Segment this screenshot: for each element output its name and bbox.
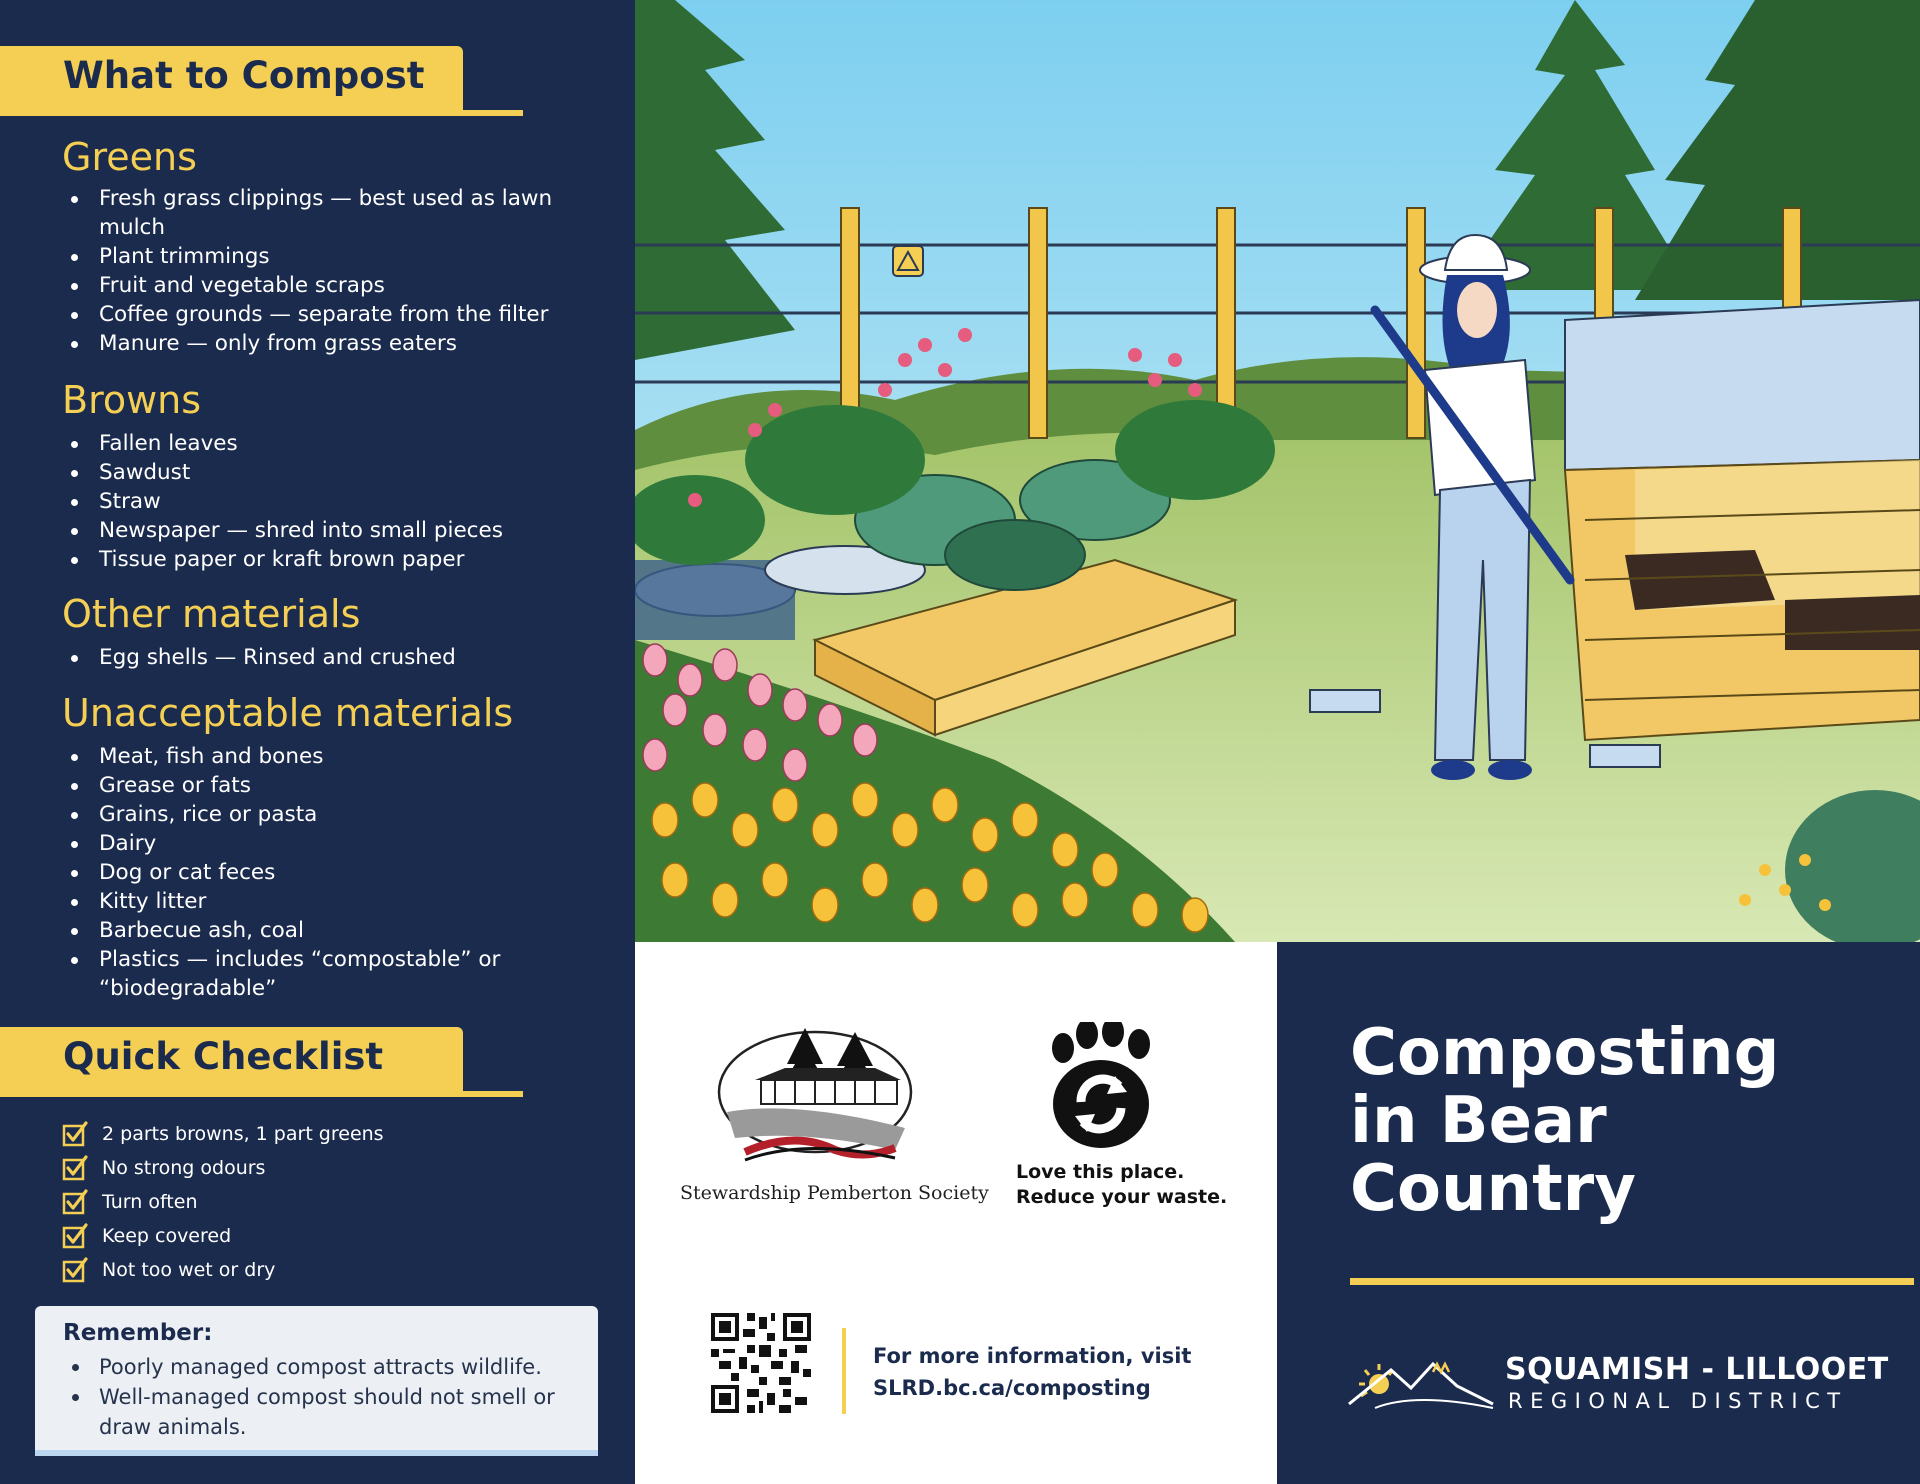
list-item: Manure — only from grass eaters: [62, 329, 582, 358]
list-item: Straw: [62, 487, 582, 516]
checklist-item: [62, 1117, 384, 1151]
list-item: Well-managed compost should not smell or draw animals.: [63, 1382, 583, 1442]
slogan-line2: Reduce your waste.: [1016, 1186, 1228, 1208]
more-info-link[interactable]: SLRD.bc.ca/composting: [873, 1376, 1151, 1400]
bear-paw-recycle-icon: [1043, 1022, 1161, 1152]
stewardship-caption: Stewardship Pemberton Society: [680, 1182, 989, 1204]
org-name: SQUAMISH - LILLOOET: [1505, 1352, 1889, 1387]
checklist-item: [62, 1151, 384, 1185]
title-rule: [1350, 1278, 1914, 1285]
remember-title: Remember:: [63, 1320, 213, 1346]
slrd-mountain-sun-logo: [1345, 1350, 1495, 1412]
list-item: Dog or cat feces: [62, 858, 582, 887]
unacceptable-materials-list: [62, 742, 582, 1003]
waste-slogan: [1016, 1160, 1227, 1210]
list-item: Fruit and vegetable scraps: [62, 271, 582, 300]
checklist-item: [62, 1253, 384, 1287]
qr-code[interactable]: [711, 1313, 811, 1413]
list-item: Grains, rice or pasta: [62, 800, 582, 829]
cover-title: [1350, 1016, 1910, 1226]
checkbox-checked-icon: [62, 1121, 88, 1147]
checklist-label: No strong odours: [102, 1157, 266, 1179]
greens-list: [62, 184, 582, 358]
cover-panel: [1277, 942, 1920, 1484]
banner-underline: [463, 110, 523, 116]
list-item: Kitty litter: [62, 887, 582, 916]
garden-compost-illustration: [635, 0, 1920, 942]
org-subtitle: REGIONAL DISTRICT: [1508, 1389, 1848, 1413]
quick-checklist-title: Quick Checklist: [63, 1035, 384, 1078]
list-item: Barbecue ash, coal: [62, 916, 582, 945]
cover-title-line1: Composting: [1350, 1016, 1780, 1090]
list-item: Tissue paper or kraft brown paper: [62, 545, 582, 574]
cover-title-line2: in Bear: [1350, 1084, 1607, 1158]
more-info-line1: For more information, visit: [873, 1344, 1192, 1368]
list-item: Dairy: [62, 829, 582, 858]
left-panel: [0, 0, 635, 1484]
slogan-line1: Love this place.: [1016, 1161, 1185, 1183]
remember-list: [63, 1352, 583, 1442]
what-to-compost-title: What to Compost: [63, 54, 425, 97]
list-item: Plastics — includes “compostable” or “biodegradable”: [62, 945, 582, 1003]
partners-panel: [635, 942, 1277, 1484]
checkbox-checked-icon: [62, 1189, 88, 1215]
what-to-compost-banner: [0, 46, 463, 116]
list-item: Egg shells — Rinsed and crushed: [62, 643, 582, 672]
list-item: Poorly managed compost attracts wildlife.: [63, 1352, 583, 1382]
checkbox-checked-icon: [62, 1223, 88, 1249]
checkbox-checked-icon: [62, 1257, 88, 1283]
list-item: Grease or fats: [62, 771, 582, 800]
checklist-label: 2 parts browns, 1 part greens: [102, 1123, 384, 1145]
info-divider: [842, 1328, 846, 1414]
quick-checklist-banner: [0, 1027, 463, 1097]
browns-list: [62, 429, 582, 574]
cover-title-line3: Country: [1350, 1152, 1636, 1226]
checklist: [62, 1117, 384, 1287]
remember-box: [35, 1306, 598, 1456]
checklist-item: [62, 1219, 384, 1253]
list-item: Plant trimmings: [62, 242, 582, 271]
list-item: Meat, fish and bones: [62, 742, 582, 771]
stewardship-pemberton-logo: [715, 1020, 915, 1168]
other-materials-heading: Other materials: [62, 592, 361, 636]
browns-heading: Browns: [62, 378, 202, 422]
unacceptable-materials-heading: Unacceptable materials: [62, 691, 514, 735]
list-item: Fallen leaves: [62, 429, 582, 458]
checklist-label: Not too wet or dry: [102, 1259, 276, 1281]
checkbox-checked-icon: [62, 1155, 88, 1181]
checklist-label: Turn often: [102, 1191, 198, 1213]
list-item: Fresh grass clippings — best used as lawn mulch: [62, 184, 582, 242]
list-item: Sawdust: [62, 458, 582, 487]
more-info: [873, 1340, 1191, 1404]
checklist-item: [62, 1185, 384, 1219]
list-item: Coffee grounds — separate from the filter: [62, 300, 582, 329]
checklist-label: Keep covered: [102, 1225, 232, 1247]
other-materials-list: [62, 643, 582, 672]
banner-underline: [463, 1091, 523, 1097]
list-item: Newspaper — shred into small pieces: [62, 516, 582, 545]
greens-heading: Greens: [62, 135, 197, 179]
